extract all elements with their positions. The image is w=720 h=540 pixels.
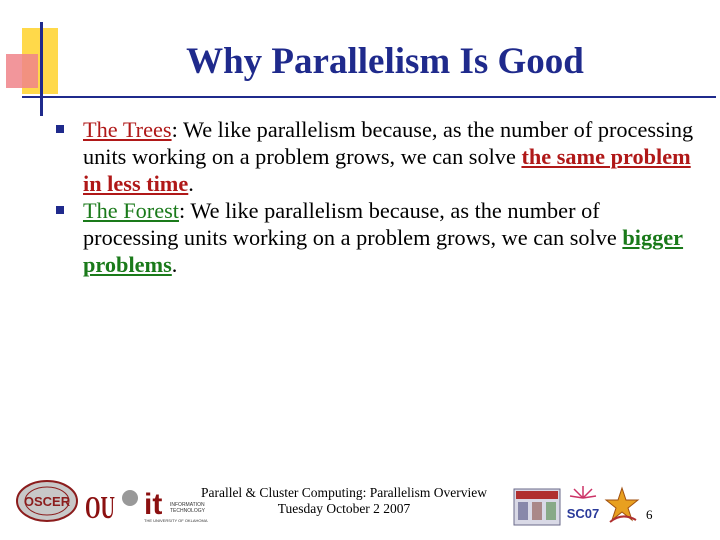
trees-label: The Trees: [83, 117, 172, 142]
bullet-list: [56, 116, 696, 278]
it-logo-sub1: INFORMATION: [170, 502, 205, 508]
supercomputing-logo: [512, 487, 562, 527]
forest-end: .: [171, 252, 178, 277]
it-logo-text: it: [144, 488, 163, 521]
forest-emphasis: bigger problems: [83, 225, 684, 277]
bullet-square-icon: [56, 206, 64, 214]
decor-red-square: [6, 54, 38, 88]
bullet-square-icon: [56, 125, 64, 133]
ou-logo: [84, 482, 116, 526]
footer-line2: Tuesday October 2 2007: [277, 501, 411, 516]
slide-title: Why Parallelism Is Good: [186, 41, 584, 82]
sc07-logo: [562, 484, 604, 528]
forest-label: The Forest: [83, 198, 179, 223]
star-logo: [604, 486, 640, 526]
it-logo-sub3: THE UNIVERSITY OF OKLAHOMA: [144, 518, 208, 523]
oscer-logo-text: OSCER: [23, 494, 71, 509]
trees-text: : We like parallelism because, as the number of processing units working on a problem grows, we can solve: [83, 117, 694, 169]
trees-emphasis: the same problem in less time: [83, 144, 691, 196]
page-number: 6: [646, 507, 653, 522]
decor-vertical-line: [40, 22, 43, 116]
it-logo-sub2: TECHNOLOGY: [170, 508, 206, 514]
bullet-trees: [56, 116, 696, 197]
forest-text: : We like parallelism because, as the number of processing units working on a problem grows, we can solve: [83, 198, 623, 250]
footer: [194, 485, 494, 517]
it-logo: [120, 484, 208, 524]
oscer-logo: [16, 480, 78, 522]
ou-logo-text: OU: [85, 489, 115, 525]
footer-line1: Parallel & Cluster Computing: Parallelism Overview: [200, 485, 488, 500]
bullet-forest: [56, 197, 696, 278]
sc07-logo-text: SC07: [566, 506, 600, 521]
decor-horizontal-rule: [22, 96, 716, 98]
trees-end: .: [188, 171, 194, 196]
